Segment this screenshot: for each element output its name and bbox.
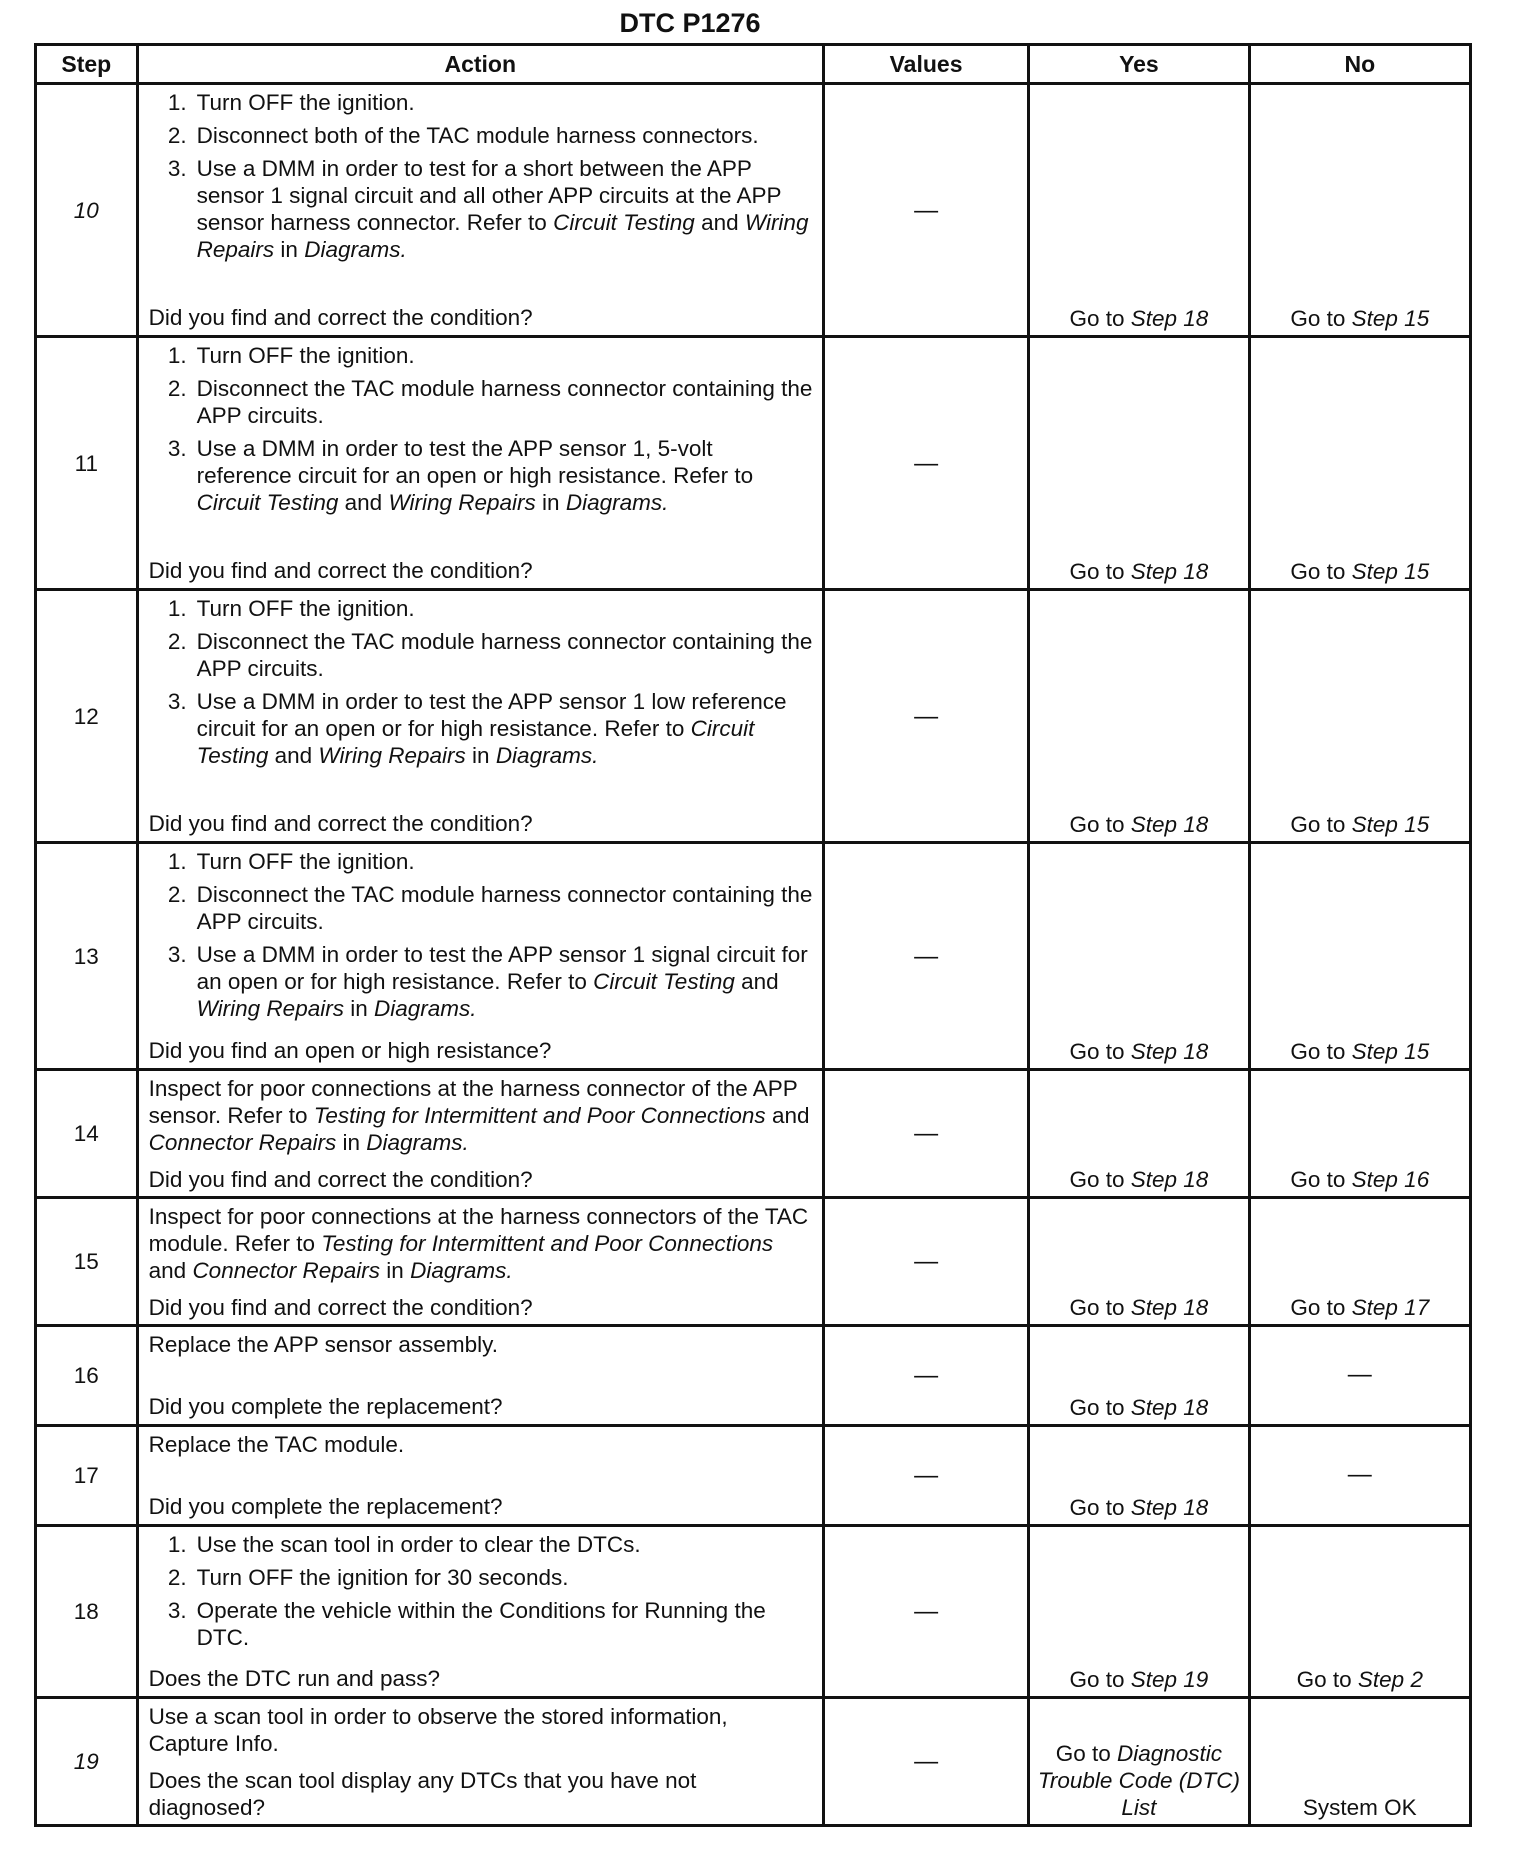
table-row [36,590,1471,843]
yes-cell: Go to Step 19 [1029,1526,1249,1698]
question: Did you find and correct the condition? [148,811,533,836]
action-cell [137,843,823,1070]
action-cell [137,84,823,337]
step-number: 14 [36,1070,138,1198]
action-text: Replace the TAC module. [148,1432,405,1457]
table-row [36,1198,1471,1326]
list-item: 1. Turn OFF the ignition. [167,596,415,621]
values-cell: — [823,1526,1028,1698]
yes-cell: Go to Step 18 [1029,1426,1249,1526]
header-yes: Yes [1029,45,1249,84]
header-no: No [1249,45,1470,84]
step-number: 17 [36,1426,138,1526]
list-item: 3. Use a DMM in order to test the APP sensor 1 signal circuit for an open or for high resistance. Refer to Circuit Testing and Wiring Repairs in Diagrams. [167,942,808,1021]
header-values: Values [823,45,1028,84]
yes-cell: Go to Step 18 [1029,84,1249,337]
action-text: Inspect for poor connections at the harness connector of the APP sensor. Refer to Testing for Intermittent and Poor Connections and Connector Repairs in Diagrams. [148,1076,810,1155]
list-item: 3. Use a DMM in order to test the APP sensor 1, 5-volt reference circuit for an open or high resistance. Refer to Circuit Testing and Wiring Repairs in Diagrams. [167,436,754,515]
step-number: 10 [36,84,138,337]
table-row [36,337,1471,590]
table-row [36,1070,1471,1198]
action-cell [137,1426,823,1526]
values-cell: — [823,1426,1028,1526]
action-cell [137,1070,823,1198]
diagnostic-table [34,43,1472,1827]
no-cell: Go to Step 2 [1249,1526,1470,1698]
action-cell [137,590,823,843]
list-item: 1. Turn OFF the ignition. [167,849,415,874]
step-number: 12 [36,590,138,843]
question: Did you find an open or high resistance? [148,1038,552,1063]
list-item: 1. Use the scan tool in order to clear the DTCs. [167,1532,641,1557]
step-number: 11 [36,337,138,590]
question: Does the scan tool display any DTCs that you have not diagnosed? [148,1768,697,1820]
header-action: Action [137,45,823,84]
question: Did you find and correct the condition? [148,305,533,330]
step-number: 13 [36,843,138,1070]
table-row [36,84,1471,337]
action-cell [137,1198,823,1326]
list-item: 3. Use a DMM in order to test the APP sensor 1 low reference circuit for an open or for high resistance. Refer to Circuit Testing and Wiring Repairs in Diagrams. [167,689,787,768]
header-row [36,45,1471,84]
list-item: 3. Operate the vehicle within the Conditions for Running the DTC. [167,1598,766,1650]
values-cell: — [823,1698,1028,1826]
list-item: 2. Disconnect both of the TAC module harness connectors. [167,123,759,148]
action-cell [137,1698,823,1826]
action-text: Inspect for poor connections at the harness connectors of the TAC module. Refer to Testing for Intermittent and Poor Connections and Connector Repairs in Diagrams. [148,1204,809,1283]
list-item: 1. Turn OFF the ignition. [167,90,415,115]
step-number: 18 [36,1526,138,1698]
values-cell: — [823,1326,1028,1426]
question: Did you find and correct the condition? [148,1167,533,1192]
no-cell: Go to Step 15 [1249,84,1470,337]
yes-cell: Go to Step 18 [1029,843,1249,1070]
no-cell: — [1249,1326,1470,1426]
action-cell [137,337,823,590]
action-cell [137,1526,823,1698]
table-row [36,1526,1471,1698]
yes-cell: Go to Diagnostic Trouble Code (DTC) List [1029,1698,1249,1826]
list-item: 2. Disconnect the TAC module harness connector containing the APP circuits. [167,376,813,428]
table-row [36,843,1471,1070]
yes-cell: Go to Step 18 [1029,590,1249,843]
no-cell: Go to Step 15 [1249,590,1470,843]
action-cell [137,1326,823,1426]
no-cell: — [1249,1426,1470,1526]
no-cell: Go to Step 17 [1249,1198,1470,1326]
table-row [36,1698,1471,1826]
action-text: Replace the APP sensor assembly. [148,1332,498,1357]
step-number: 16 [36,1326,138,1426]
list-item: 1. Turn OFF the ignition. [167,343,415,368]
question: Did you find and correct the condition? [148,558,533,583]
yes-cell: Go to Step 18 [1029,1198,1249,1326]
table-row [36,1326,1471,1426]
action-text: Use a scan tool in order to observe the stored information, Capture Info. [148,1704,728,1756]
list-item: 3. Use a DMM in order to test for a short between the APP sensor 1 signal circuit and all other APP circuits at the APP sensor harness connector. Refer to Circuit Testing and Wiring Repairs in Diagrams. [167,156,809,262]
yes-cell: Go to Step 18 [1029,1326,1249,1426]
values-cell: — [823,1070,1028,1198]
table-row [36,1426,1471,1526]
list-item: 2. Turn OFF the ignition for 30 seconds. [167,1565,569,1590]
header-step: Step [36,45,138,84]
question: Did you complete the replacement? [148,1394,503,1419]
yes-cell: Go to Step 18 [1029,337,1249,590]
values-cell: — [823,84,1028,337]
no-cell: Go to Step 15 [1249,337,1470,590]
no-cell: Go to Step 15 [1249,843,1470,1070]
question: Does the DTC run and pass? [148,1666,441,1691]
yes-cell: Go to Step 18 [1029,1070,1249,1198]
values-cell: — [823,843,1028,1070]
question: Did you find and correct the condition? [148,1295,533,1320]
no-cell: System OK [1249,1698,1470,1826]
values-cell: — [823,590,1028,843]
step-number: 19 [36,1698,138,1826]
step-number: 15 [36,1198,138,1326]
list-item: 2. Disconnect the TAC module harness connector containing the APP circuits. [167,629,813,681]
page-title: DTC P1276 [619,8,761,38]
values-cell: — [823,337,1028,590]
question: Did you complete the replacement? [148,1494,503,1519]
list-item: 2. Disconnect the TAC module harness connector containing the APP circuits. [167,882,813,934]
values-cell: — [823,1198,1028,1326]
no-cell: Go to Step 16 [1249,1070,1470,1198]
